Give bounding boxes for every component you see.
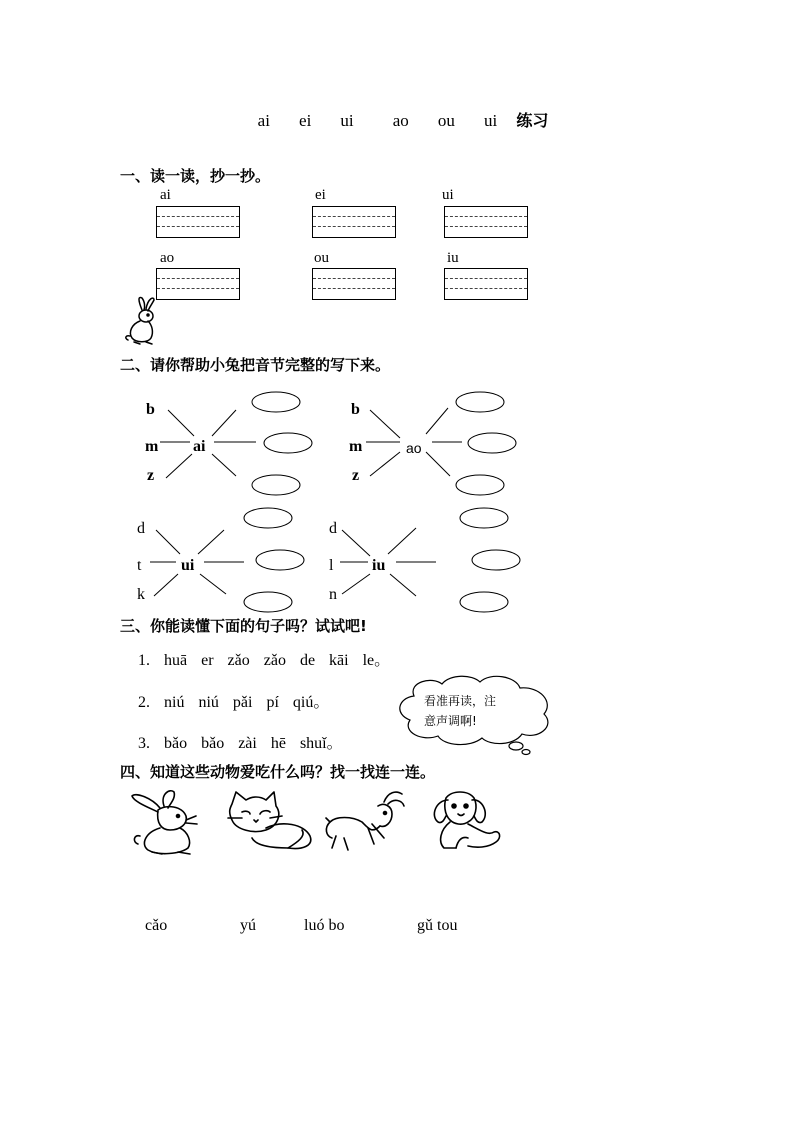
copy-label: iu	[447, 250, 459, 266]
answer-oval	[252, 475, 300, 495]
connector-line	[212, 410, 236, 436]
food-label[interactable]: cǎo	[145, 917, 168, 934]
food-label[interactable]: yú	[240, 917, 256, 934]
answer-oval	[456, 475, 504, 495]
title-syllable: ui	[340, 111, 354, 130]
rabbit-icon	[118, 294, 164, 346]
answer-oval	[256, 550, 304, 570]
initial-letter: k	[137, 586, 145, 603]
final-center: ao	[406, 440, 422, 456]
copy-label: ai	[160, 187, 171, 203]
connector-line	[390, 574, 416, 596]
pinyin-sentence: 2. niú niú pǎi pí qiú。	[138, 694, 330, 711]
copy-box[interactable]	[156, 268, 240, 300]
syllable-diagram	[120, 380, 540, 620]
copy-box[interactable]	[156, 206, 240, 238]
connector-line	[166, 454, 192, 478]
copy-box[interactable]	[312, 206, 396, 238]
section1-heading: 一、读一读，抄一抄。	[120, 167, 271, 185]
title-syllable: ao	[392, 111, 409, 130]
bubble-line: 意声调啊!	[424, 714, 477, 728]
connector-line	[154, 574, 178, 596]
answer-oval	[456, 392, 504, 412]
bubble-line: 看准再读，注	[424, 694, 497, 708]
section3-heading: 三、你能读懂下面的句子吗？试试吧!	[120, 617, 367, 635]
title-suffix: 练习	[516, 111, 549, 130]
dog-icon[interactable]	[428, 786, 508, 854]
section2-heading: 二、请你帮助小兔把音节完整的写下来。	[120, 356, 391, 374]
connector-line	[168, 410, 194, 436]
answer-oval	[460, 508, 508, 528]
initial-letter: t	[137, 557, 142, 574]
final-center: ui	[181, 557, 195, 574]
title-syllable: ai	[257, 111, 270, 130]
rabbit-icon[interactable]	[130, 788, 210, 856]
food-label[interactable]: luó bo	[304, 917, 345, 934]
food-label[interactable]: gǔ tou	[417, 917, 458, 934]
initial-letter: m	[349, 438, 363, 455]
connector-line	[342, 530, 370, 556]
cat-icon[interactable]	[222, 790, 314, 852]
initial-letter: m	[145, 438, 159, 455]
copy-box[interactable]	[312, 268, 396, 300]
initial-letter: b	[146, 401, 155, 418]
section4-heading: 四、知道这些动物爱吃什么吗？找一找连一连。	[120, 763, 436, 781]
page-title	[0, 108, 794, 131]
title-syllable: ou	[437, 111, 455, 130]
connector-line	[388, 528, 416, 554]
connector-line	[200, 574, 226, 594]
connector-line	[370, 452, 400, 476]
goat-icon[interactable]	[322, 788, 408, 852]
copy-label: ao	[160, 250, 175, 266]
connector-line	[426, 408, 448, 434]
connector-line	[370, 410, 400, 438]
final-center: ai	[193, 438, 206, 455]
connector-line	[212, 454, 236, 476]
answer-oval	[472, 550, 520, 570]
copy-box[interactable]	[444, 268, 528, 300]
connector-line	[426, 452, 450, 476]
title-syllable: ei	[299, 111, 312, 130]
answer-oval	[264, 433, 312, 453]
connector-line	[198, 530, 224, 554]
initial-letter: z	[147, 467, 155, 484]
pinyin-sentence: 1. huā er zǎo zǎo de kāi le。	[138, 652, 391, 669]
copy-label: ou	[314, 250, 329, 266]
initial-letter: d	[137, 520, 145, 537]
connector-line	[156, 530, 180, 554]
title-syllable: ui	[483, 111, 498, 130]
answer-oval	[252, 392, 300, 412]
copy-box[interactable]	[444, 206, 528, 238]
initial-letter: l	[329, 557, 334, 574]
answer-oval	[460, 592, 508, 612]
initial-letter: z	[352, 467, 360, 484]
connector-line	[342, 574, 370, 594]
copy-label: ei	[315, 187, 326, 203]
answer-oval	[244, 508, 292, 528]
answer-oval	[244, 592, 292, 612]
initial-letter: n	[329, 586, 337, 603]
copy-label: ui	[442, 187, 454, 203]
final-center: iu	[372, 557, 386, 574]
initial-letter: d	[329, 520, 337, 537]
answer-oval	[468, 433, 516, 453]
initial-letter: b	[351, 401, 360, 418]
pinyin-sentence: 3. bǎo bǎo zài hē shuǐ。	[138, 735, 343, 752]
